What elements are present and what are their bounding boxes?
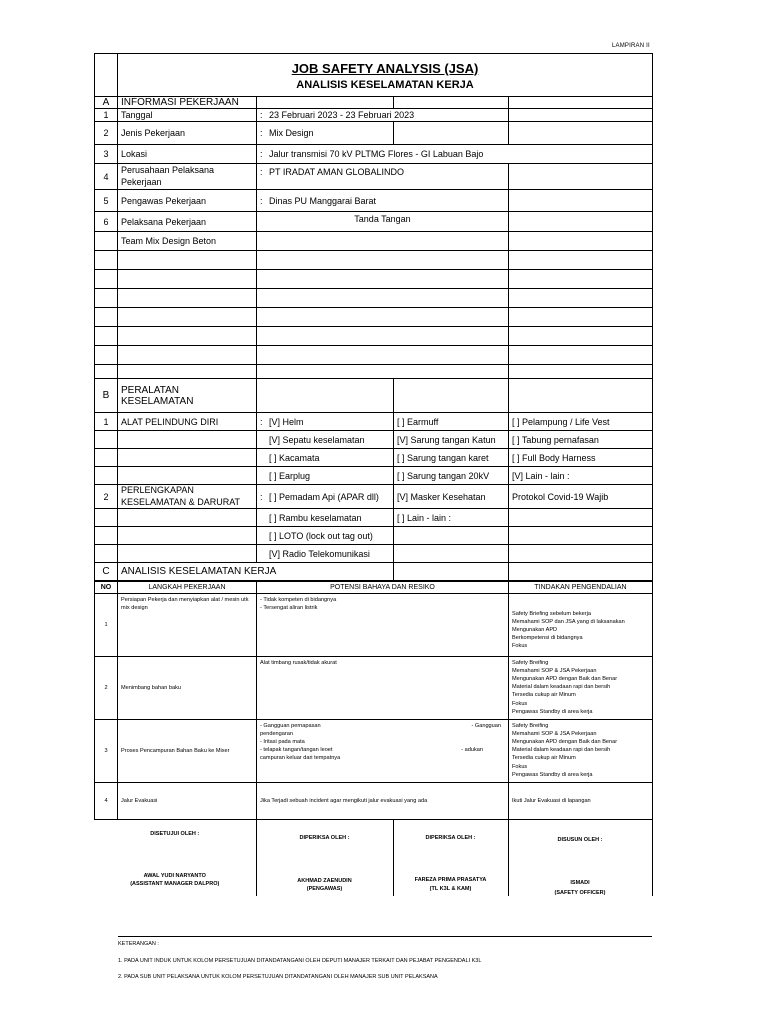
section-b-letter: B <box>95 379 118 413</box>
notes-title: KETERANGAN : <box>118 941 159 947</box>
apd-no: 1 <box>95 413 118 431</box>
apd-item[interactable]: [V] Sepatu keselamatan <box>257 431 394 449</box>
signature-name: AWAL YUDI NARYANTO <box>143 873 206 879</box>
notes-block <box>118 936 652 992</box>
info-no: 2 <box>95 122 118 145</box>
col-header-step: LANGKAH PEKERJAAN <box>118 582 257 594</box>
form-title: JOB SAFETY ANALYSIS (JSA) <box>291 60 479 76</box>
analysis-row <box>95 594 653 657</box>
section-a-letter: A <box>95 97 118 109</box>
analysis-no: 2 <box>95 657 118 720</box>
info-no: 6 <box>95 212 118 232</box>
analysis-row <box>95 783 653 820</box>
section-c-title: ANALISIS KESELAMATAN KERJA <box>118 563 394 581</box>
darurat-item[interactable]: : [ ] Pemadam Api (APAR dll) <box>257 485 394 509</box>
jsa-form <box>94 53 652 896</box>
form-subtitle: ANALISIS KESELAMATAN KERJA <box>296 78 474 91</box>
signature-block-checked-1 <box>256 820 393 896</box>
section-c-letter: C <box>95 563 118 581</box>
signature-role: DISUSUN OLEH : <box>557 837 603 843</box>
info-no: 4 <box>95 164 118 190</box>
darurat-no: 2 <box>95 485 118 509</box>
info-no: 1 <box>95 109 118 122</box>
title-blank-cell <box>95 54 118 97</box>
analysis-controls: Safety Briefing sebelum bekerja Memahami SOP dan JSA yang di laksanakan Mengunakan APD Berkompetensi di bidangnya Fokus <box>509 594 653 657</box>
section-b-title: PERALATAN KESELAMATAN <box>118 379 257 413</box>
info-value-pengawas: : Dinas PU Manggarai Barat <box>257 190 509 212</box>
analysis-no: 3 <box>95 720 118 783</box>
col-header-control: TINDAKAN PENGENDALIAN <box>509 582 653 594</box>
signature-name: AKHMAD ZAENUDIN <box>297 878 352 884</box>
signature-table <box>94 820 653 896</box>
section-a-title: INFORMASI PEKERJAAN <box>118 97 257 109</box>
analysis-hazards: Alat timbang rusak/tidak akurat <box>257 657 509 720</box>
analysis-step: Proses Pencampuran Bahan Baku ke Mixer <box>118 720 257 783</box>
signature-position: (TL K3L & KAM) <box>429 886 472 892</box>
info-label-jenis: Jenis Pekerjaan <box>118 122 257 145</box>
info-value-perusahaan: : PT IRADAT AMAN GLOBALINDO <box>257 164 509 190</box>
lampiran-label: LAMPIRAN II <box>612 43 650 49</box>
signature-block-prepared <box>508 820 652 896</box>
signature-role: DIPERIKSA OLEH : <box>425 835 476 841</box>
apd-item[interactable]: [ ] Tabung pernafasan <box>509 431 653 449</box>
col-header-hazard: POTENSI BAHAYA DAN RESIKO <box>257 582 509 594</box>
info-value-lokasi: : Jalur transmisi 70 kV PLTMG Flores - GI Labuan Bajo <box>257 145 653 164</box>
apd-item[interactable]: [V] Lain - lain : <box>509 467 653 485</box>
darurat-item: Protokol Covid-19 Wajib <box>509 485 653 509</box>
apd-item[interactable]: [ ] Sarung tangan 20kV <box>394 467 509 485</box>
jsa-analysis-table <box>94 581 653 820</box>
analysis-no: 1 <box>95 594 118 657</box>
signature-name: ISMADI <box>570 880 590 886</box>
analysis-step: Menimbang bahan baku <box>118 657 257 720</box>
signature-role: DISETUJUI OLEH : <box>150 831 200 837</box>
darurat-item[interactable]: [V] Radio Telekomunikasi <box>257 545 394 563</box>
darurat-item[interactable]: [ ] Lain - lain : <box>394 509 509 527</box>
signature-block-checked-2 <box>393 820 508 896</box>
analysis-hazards: - Tidak kompeten di bidangnya - Tersengat aliran listrik <box>257 594 509 657</box>
darurat-item[interactable]: [ ] LOTO (lock out tag out) <box>257 527 394 545</box>
signature-position: (PENGAWAS) <box>306 886 343 892</box>
analysis-controls: Safety Breifing Memahami SOP & JSA Pekerjaan Mengunakan APD dengan Baik dan Benar Material dalam keadaan rapi dan bersih Tersedia cukup air Minum Fokus Pengawas Standby di area kerja <box>509 720 653 783</box>
apd-item[interactable]: [ ] Full Body Harness <box>509 449 653 467</box>
analysis-hazards: Jika Terjadi sebuah incident agar mengikuti jalur evakuasi yang ada <box>257 783 509 820</box>
info-label-perusahaan: Perusahaan Pelaksana Pekerjaan <box>118 164 257 190</box>
apd-item[interactable]: : [V] Helm <box>257 413 394 431</box>
apd-item[interactable]: [ ] Earplug <box>257 467 394 485</box>
apd-item[interactable]: [ ] Pelampung / Life Vest <box>509 413 653 431</box>
info-value-tanda-tangan: Tanda Tangan <box>257 212 509 232</box>
darurat-item[interactable]: [ ] Rambu keselamatan <box>257 509 394 527</box>
darurat-item[interactable]: [V] Masker Kesehatan <box>394 485 509 509</box>
signature-block-approved <box>94 820 256 896</box>
info-label-pelaksana: Pelaksana Pekerjaan <box>118 212 257 232</box>
info-no: 5 <box>95 190 118 212</box>
apd-item[interactable]: [ ] Sarung tangan karet <box>394 449 509 467</box>
signature-position: (ASSISTANT MANAGER DALPRO) <box>130 881 220 887</box>
apd-label: ALAT PELINDUNG DIRI <box>118 413 257 431</box>
team-name: Team Mix Design Beton <box>118 232 257 251</box>
analysis-row <box>95 720 653 783</box>
darurat-label: PERLENGKAPAN KESELAMATAN & DARURAT <box>118 485 257 509</box>
analysis-controls: Safety Breifing Memahami SOP & JSA Pekerjaan Mengunakan APD dengan Baik dan Benar Material dalam keadaan rapi dan bersih Tersedia cukup air Minum Fokus Pengawas Standby di area kerja <box>509 657 653 720</box>
notes-item: 2. PADA SUB UNIT PELAKSANA UNTUK KOLOM PERSETUJUAN DITANDATANGANI OLEH MANAJER SUB UNIT PELAKSANA <box>118 974 438 980</box>
analysis-controls: Ikuti Jalur Evakuasi di lapangan <box>509 783 653 820</box>
info-label-lokasi: Lokasi <box>118 145 257 164</box>
analysis-step: Jalur Evakuasi <box>118 783 257 820</box>
apd-item[interactable]: [V] Sarung tangan Katun <box>394 431 509 449</box>
signature-role: DIPERIKSA OLEH : <box>299 835 350 841</box>
apd-item[interactable]: [ ] Earmuff <box>394 413 509 431</box>
info-value-jenis: : Mix Design <box>257 122 394 145</box>
signature-name: FAREZA PRIMA PRASATYA <box>414 877 487 883</box>
analysis-no: 4 <box>95 783 118 820</box>
info-value-tanggal: : 23 Februari 2023 - 23 Februari 2023 <box>257 109 509 122</box>
info-label-pengawas: Pengawas Pekerjaan <box>118 190 257 212</box>
apd-item[interactable]: [ ] Kacamata <box>257 449 394 467</box>
analysis-step: Persiapan Pekerja dan menyiapkan alat / mesin utk mix design <box>118 594 257 657</box>
info-label-tanggal: Tanggal <box>118 109 257 122</box>
title-cell <box>118 54 653 94</box>
analysis-hazards: - Gangguan pernapasan - Gangguan pendengaran - Iritasi pada mata - telapak tangan/tangan leoet - adukan campuran keluar dari tempatnya <box>257 720 509 783</box>
col-header-no: NO <box>95 582 118 594</box>
signature-field[interactable] <box>257 232 509 251</box>
jsa-upper-table <box>94 53 653 581</box>
info-no: 3 <box>95 145 118 164</box>
notes-item: 1. PADA UNIT INDUK UNTUK KOLOM PERSETUJUAN DITANDATANGANI OLEH DEPUTI MANAJER TERKAIT DAN PEJABAT PENGENDALI K3L <box>118 957 482 964</box>
signature-position: (SAFETY OFFICER) <box>554 890 606 896</box>
analysis-row <box>95 657 653 720</box>
